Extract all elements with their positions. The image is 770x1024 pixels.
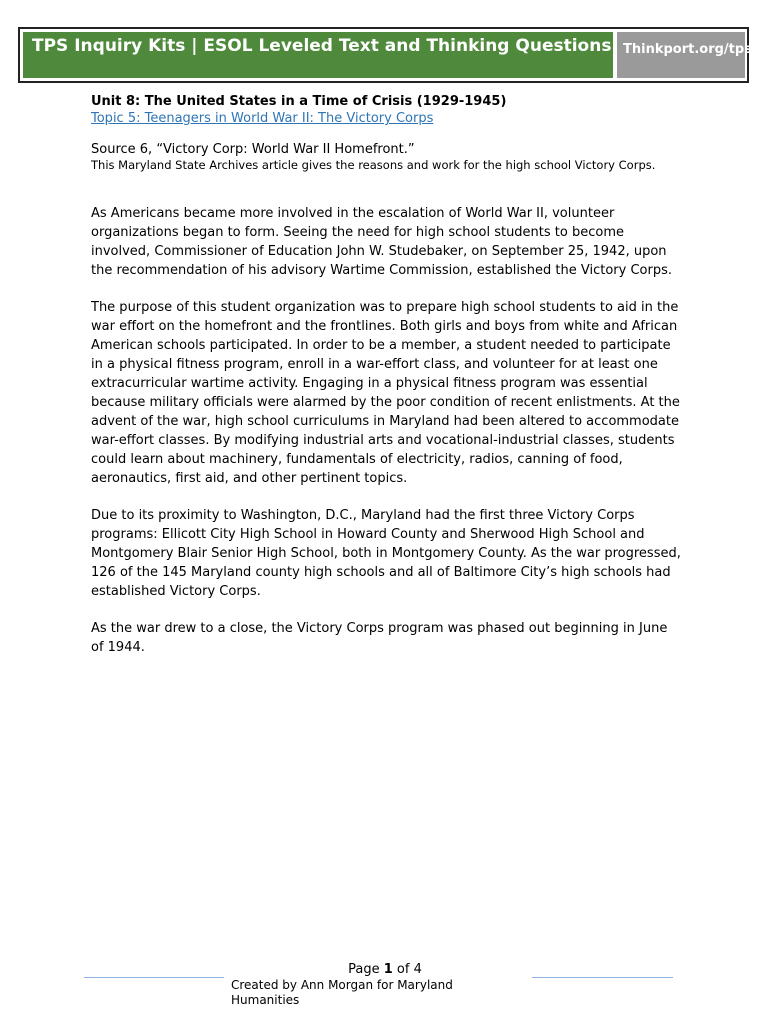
footer-rule-left — [84, 977, 224, 978]
source-description: This Maryland State Archives article gives the reasons and work for the high school Victory Corps. — [91, 158, 656, 172]
document-body — [91, 93, 681, 657]
page-of: of — [396, 962, 410, 977]
paragraph: As Americans became more involved in the escalation of World War II, volunteer organizations began to form. Seeing the need for high school students to become involved, Commissioner of Education John W. Studebaker, on September 25, 1942, upon the recommendation of his advisory Wartime Commission, established the Victory Corps. — [91, 206, 672, 278]
paragraph: As the war drew to a close, the Victory Corps program was phased out beginning in June of 1944. — [91, 621, 668, 655]
header-title: TPS Inquiry Kits | ESOL Leveled Text and Thinking Questions — [23, 32, 613, 78]
document-header — [18, 27, 752, 83]
created-by-credit: Created by Ann Morgan for Maryland Humanities — [231, 978, 453, 1007]
page-current: 1 — [383, 962, 393, 977]
source-title: Source 6, “Victory Corp: World War II Homefront.” — [91, 142, 415, 157]
paragraph: Due to its proximity to Washington, D.C., Maryland had the first three Victory Corps programs: Ellicott City High School in Howard County and Sherwood High School and Montgomery Blair Senior High School, both in Montgomery County. As the war progressed, 126 of the 145 Maryland county high schools and all of Baltimore City’s high schools had established Victory Corps. — [91, 508, 681, 599]
unit-title: Unit 8: The United States in a Time of Crisis (1929-1945) — [91, 94, 507, 109]
page-total: 4 — [413, 962, 422, 977]
header-site-link[interactable]: Thinkport.org/tps — [617, 32, 745, 78]
page-word: Page — [348, 962, 380, 977]
footer-rule-right — [532, 977, 673, 978]
topic-link[interactable]: Topic 5: Teenagers in World War II: The Victory Corps — [91, 111, 434, 126]
paragraph: The purpose of this student organization was to prepare high school students to aid in the war effort on the homefront and the frontlines. Both girls and boys from white and African American schools participated. In order to be a member, a student needed to participate in a physical fitness program, enroll in a war-effort class, and volunteer for at least one extracurricular wartime activity. Engaging in a physical fitness program was essential because military officials were alarmed by the poor condition of recent enlistments. At the advent of the war, high school curriculums in Maryland had been altered to accommodate war-effort classes. By modifying industrial arts and vocational-industrial classes, students could learn about machinery, fundamentals of electricity, radios, canning of food, aeronautics, first aid, and other pertinent topics. — [91, 300, 680, 486]
page-number — [300, 961, 470, 978]
